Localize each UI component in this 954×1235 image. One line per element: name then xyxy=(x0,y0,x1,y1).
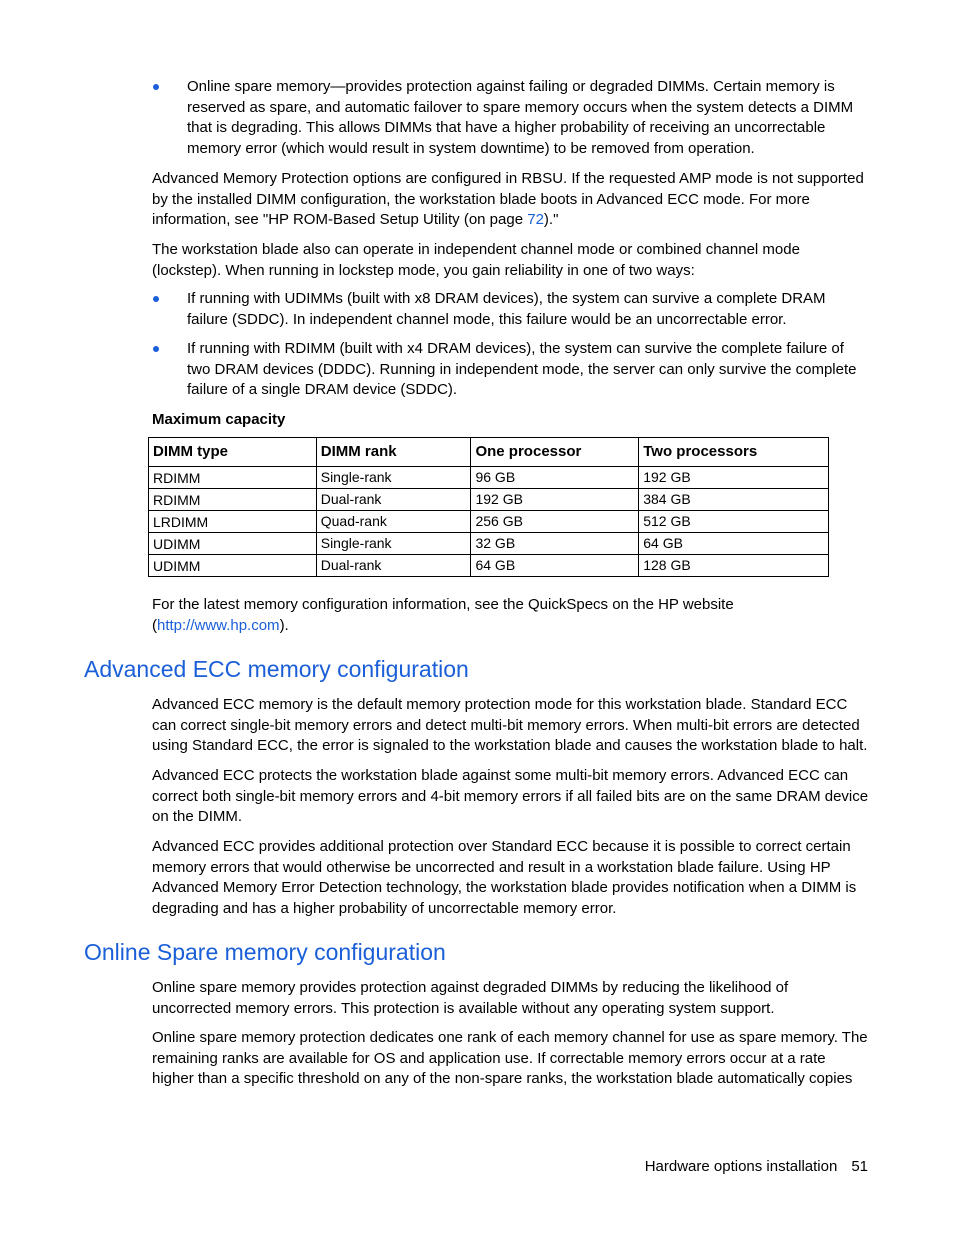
advanced-ecc-para-1: Advanced ECC memory is the default memory protection mode for this workstation blade. Standard ECC can correct single-bit memory errors and detect multi-bit memory errors. When multi-bit errors are detected using Standard ECC, the error is signaled to the workstation blade and causes the workstation blade to halt. xyxy=(152,696,868,754)
page-footer xyxy=(645,1158,868,1175)
table-row xyxy=(149,533,829,555)
online-spare-para-2: Online spare memory protection dedicates one rank of each memory channel for use as spare memory. The remaining ranks are available for OS and application use. If correctable memory errors occur at a rate higher than a specific threshold on any of the non-spare ranks, the workstation blade automatically copies xyxy=(152,1029,868,1087)
table-cell: Quad-rank xyxy=(316,511,471,533)
bullet-icon xyxy=(153,296,159,302)
top-bullet-list xyxy=(152,77,870,159)
footer-section-title: Hardware options installation xyxy=(644,1158,838,1175)
table-cell: 32 GB xyxy=(471,533,639,555)
table-cell: Dual-rank xyxy=(316,555,471,577)
table-cell: Single-rank xyxy=(316,467,471,489)
amp-paragraph xyxy=(152,169,870,231)
table-cell: UDIMM xyxy=(149,533,317,555)
table-cell: 64 GB xyxy=(639,533,829,555)
table-cell: 512 GB xyxy=(639,511,829,533)
capacity-heading: Maximum capacity xyxy=(152,411,286,428)
list-item xyxy=(152,339,870,401)
table-cell: 192 GB xyxy=(639,467,829,489)
quickspecs-text: For the latest memory configuration information, see the QuickSpecs on the HP website ( xyxy=(152,596,734,634)
table-cell: LRDIMM xyxy=(149,511,317,533)
table-cell: 384 GB xyxy=(639,489,829,511)
lockstep-bullet-list-2 xyxy=(152,339,870,401)
column-header: One processor xyxy=(471,438,639,467)
column-header: Two processors xyxy=(639,438,829,467)
table-row xyxy=(149,511,829,533)
advanced-ecc-para-2: Advanced ECC protects the workstation blade against some multi-bit memory errors. Advanced ECC can correct both single-bit memory errors and 4-bit memory errors if all failed bits are on the same DRAM device on the DIMM. xyxy=(152,767,869,825)
hp-website-link[interactable]: http://www.hp.com xyxy=(157,616,280,634)
lockstep-paragraph: The workstation blade also can operate in independent channel mode or combined channel mode (lockstep). When running in lockstep mode, you gain reliability in one of two ways: xyxy=(152,241,800,279)
amp-text-end: )." xyxy=(543,211,559,228)
bullet-icon xyxy=(153,84,159,90)
table-row xyxy=(149,467,829,489)
table-cell: 256 GB xyxy=(471,511,639,533)
table-cell: Dual-rank xyxy=(316,489,471,511)
bullet-icon xyxy=(153,346,159,352)
list-item xyxy=(152,289,870,330)
bullet-text: If running with UDIMMs (built with x8 DRAM devices), the system can survive a complete DRAM failure (SDDC). In independent channel mode, this failure would be an uncorrectable error. xyxy=(187,290,826,328)
bullet-text: If running with RDIMM (built with x4 DRAM devices), the system can survive the complete failure of two DRAM devices (DDDC). Running in independent mode, the server can only survive the complete failure of a single DRAM device (SDDC). xyxy=(187,340,857,398)
table-cell: RDIMM xyxy=(149,467,317,489)
amp-text: Advanced Memory Protection options are configured in RBSU. If the requested AMP mode is not supported by the installed DIMM configuration, the workstation blade boots in Advanced ECC mode. For more information, see "HP ROM-Based Setup Utility (on page xyxy=(152,170,864,228)
advanced-ecc-para-3: Advanced ECC provides additional protection over Standard ECC because it is possible to correct certain memory errors that would otherwise be uncorrected and result in a workstation blade failure. Using HP Advanced Memory Error Detection technology, the workstation blade provides notification when a DIMM is degrading and has a higher probability of uncorrectable memory error. xyxy=(152,838,857,917)
capacity-table xyxy=(148,437,829,577)
online-spare-heading: Online Spare memory configuration xyxy=(84,939,446,965)
advanced-ecc-heading: Advanced ECC memory configuration xyxy=(84,656,469,682)
online-spare-para-1: Online spare memory provides protection against degraded DIMMs by reducing the likelihood of uncorrected memory errors. This protection is available without any operating system support. xyxy=(152,979,789,1017)
table-cell: 96 GB xyxy=(471,467,639,489)
table-cell: RDIMM xyxy=(149,489,317,511)
table-cell: 64 GB xyxy=(471,555,639,577)
column-header: DIMM type xyxy=(149,438,317,467)
table-header-row xyxy=(149,438,829,467)
table-cell: 128 GB xyxy=(639,555,829,577)
quickspecs-paragraph xyxy=(152,595,870,636)
table-row xyxy=(149,489,829,511)
capacity-table-wrap xyxy=(148,437,866,577)
table-cell: Single-rank xyxy=(316,533,471,555)
quickspecs-text-end: ). xyxy=(279,616,289,634)
table-row xyxy=(149,555,829,577)
list-item xyxy=(152,77,870,159)
page-link[interactable]: 72 xyxy=(527,211,544,228)
lockstep-bullet-list xyxy=(152,289,870,330)
table-cell: 192 GB xyxy=(471,489,639,511)
page-number: 51 xyxy=(851,1158,868,1175)
bullet-text: Online spare memory—provides protection against failing or degraded DIMMs. Certain memory is reserved as spare, and automatic failover to spare memory occurs when the system detects a DIMM that is degrading. This allows DIMMs that have a higher probability of receiving an uncorrectable memory error (which would result in system downtime) to be removed from operation. xyxy=(187,78,854,157)
table-cell: UDIMM xyxy=(149,555,317,577)
column-header: DIMM rank xyxy=(316,438,471,467)
